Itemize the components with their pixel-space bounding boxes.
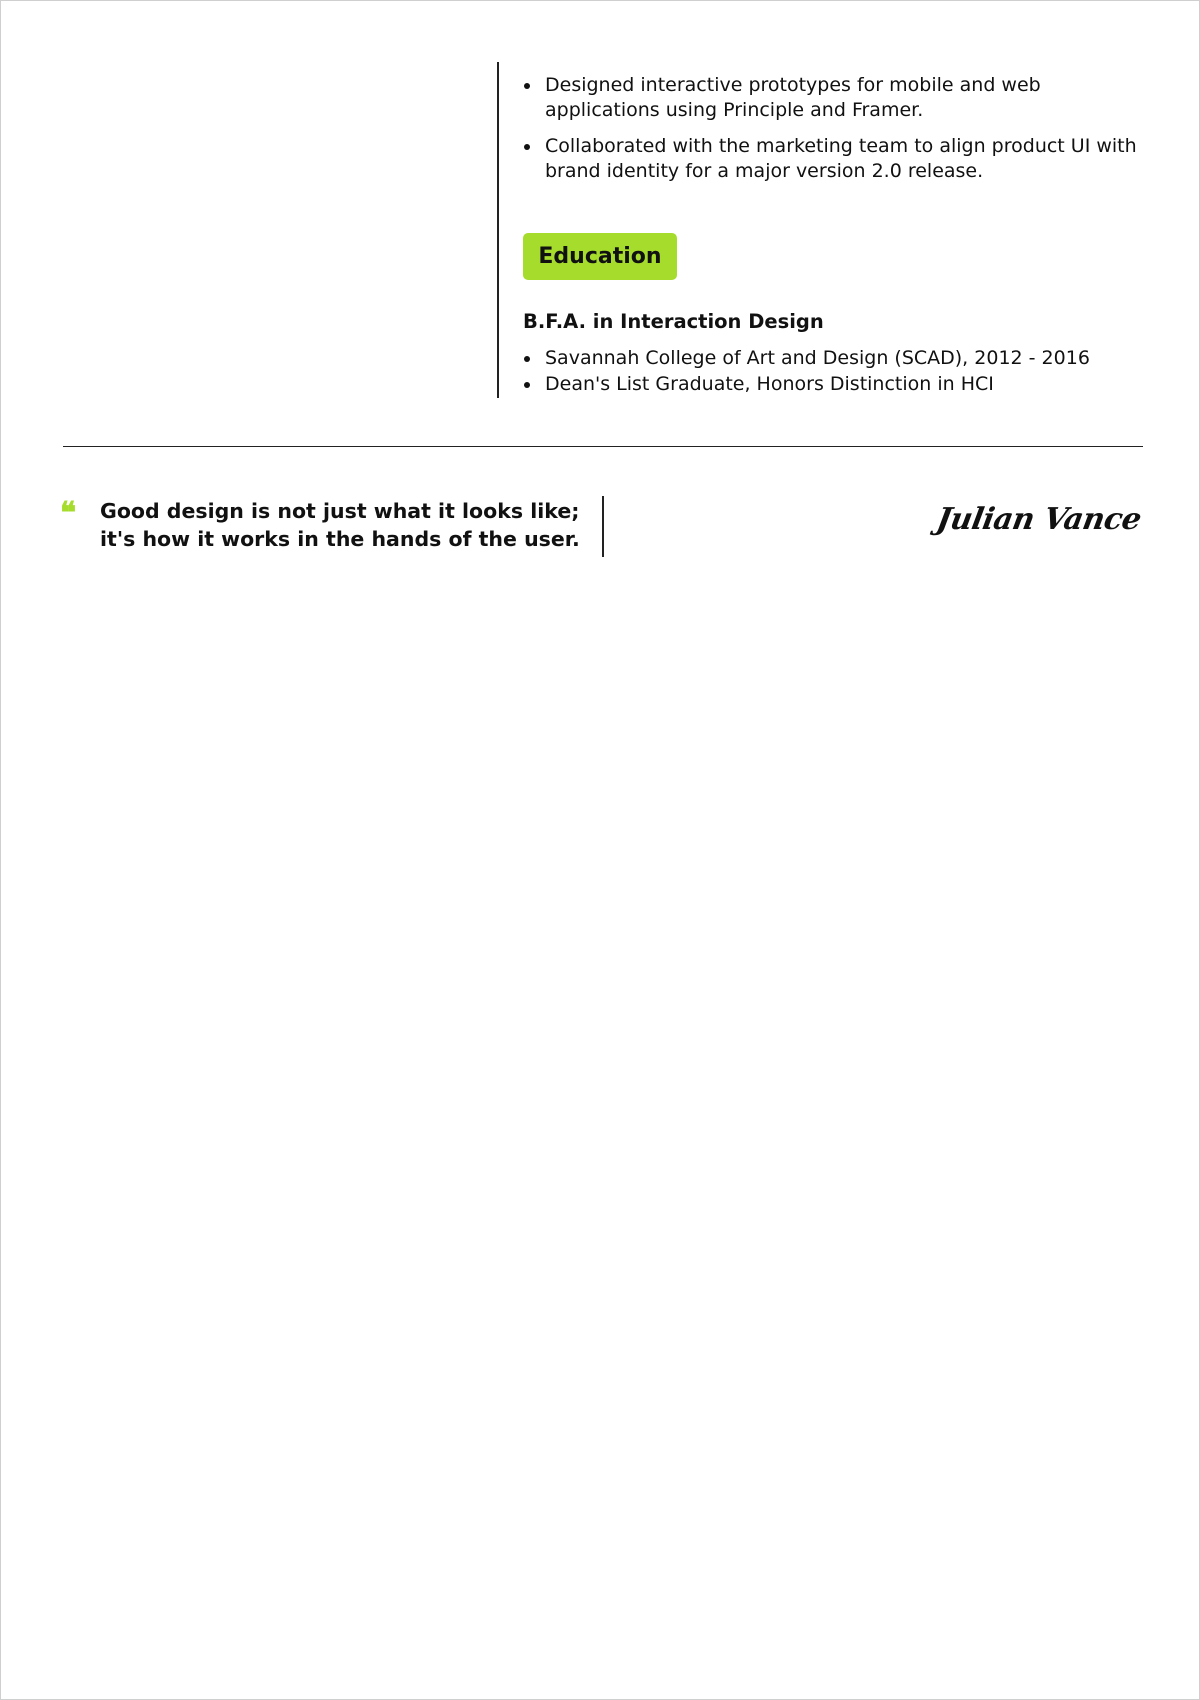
signature: Julian Vance: [934, 502, 1145, 537]
footer-quote: Good design is not just what it looks like; it's how it works in the hands of the user.: [100, 499, 580, 551]
education-section-heading: Education: [523, 233, 677, 280]
quote-divider: [602, 496, 604, 557]
section-divider: [63, 446, 1143, 447]
quote-icon: ❝: [60, 496, 77, 531]
experience-bullet: Collaborated with the marketing team to align product UI with brand identity for a major version 2.0 release.: [499, 134, 1159, 184]
education-bullet: Dean's List Graduate, Honors Distinction in HCI: [499, 372, 1159, 397]
degree-title: B.F.A. in Interaction Design: [523, 310, 824, 333]
experience-bullet-list: [499, 73, 1159, 195]
experience-bullet: Designed interactive prototypes for mobile and web applications using Principle and Framer.: [499, 73, 1159, 123]
right-column: [497, 62, 1159, 398]
education-bullet-list: [499, 346, 1159, 398]
education-bullet: Savannah College of Art and Design (SCAD), 2012 - 2016: [499, 346, 1159, 371]
